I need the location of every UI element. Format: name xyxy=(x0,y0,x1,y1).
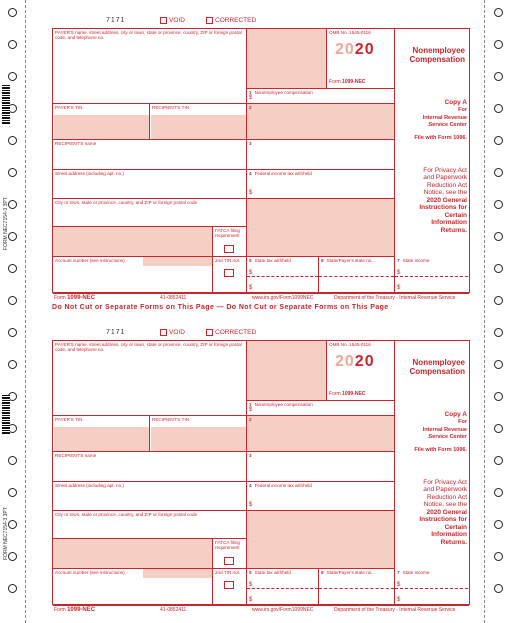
right-tractor-strip xyxy=(484,0,510,623)
tractor-hole xyxy=(8,200,17,209)
tractor-hole xyxy=(494,552,503,561)
account-shade xyxy=(143,569,212,578)
irs-url: www.irs.gov/Form1099NEC xyxy=(252,607,314,613)
omb-year-box xyxy=(327,29,395,89)
tractor-hole xyxy=(494,456,503,465)
void-checkbox[interactable]: VOID xyxy=(160,329,185,336)
irs-url: www.irs.gov/Form1099NEC xyxy=(252,295,314,301)
form-grid xyxy=(52,340,470,605)
tractor-hole xyxy=(494,72,503,81)
box-7-state-income[interactable]: 7 State income $ $ xyxy=(395,257,469,294)
box-2[interactable]: 2 xyxy=(247,416,395,452)
form-title: Nonemployee Compensation xyxy=(409,358,465,376)
street-address-field[interactable]: Street address (including apt. no.) xyxy=(53,170,247,199)
corrected-checkbox[interactable]: CORRECTED xyxy=(206,17,256,24)
box-4-federal-tax[interactable]: 4 Federal income tax withheld $ xyxy=(247,482,395,511)
form-1099-nec-bottom: 7171 VOID CORRECTED PAYER'S name, street address, city or town, state or province, country, ZIP or foreign postal code, and telephone no. OMB No. 1545-0116 2020 Form 1099-NEC Nonemployee Compensation 1 Nonemployee compensation $ PAYER'S TIN RECIPIENT'S TIN 2 RECIPIENT'S name 3 Street address (including apt. no.) 4 Federal income tax withheld $ City or town, state or province, country, and ZIP or foreign postal code FATCA filing requirement Account number (see instructions) 2nd TIN not. 5 State tax withheld $ $ 6 State/Payer's state no. 7 State income $ $ Copy A For Internal Revenue Service Center File with Form 1096. For Privacy Act and Paperwork Reduction Act Notice, see the 2020 General Instructions for Certain Information Returns. Form 1099-NEC 41-0852411 www.irs.gov/Form1099NEC Department of the Treasury - Internal Revenue Service xyxy=(52,328,470,623)
tractor-hole xyxy=(494,168,503,177)
cat-number: 41-0852411 xyxy=(160,295,187,301)
tractor-hole xyxy=(494,296,503,305)
second-tin-checkbox[interactable] xyxy=(224,269,234,277)
left-tractor-strip xyxy=(0,0,26,623)
city-state-zip-field[interactable]: City or town, state or province, country, and ZIP or foreign postal code xyxy=(53,511,247,539)
form-id: Form 1099-NEC xyxy=(329,79,366,86)
payer-tin-field[interactable]: PAYER'S TIN xyxy=(53,416,150,452)
form-top-bar xyxy=(52,16,470,28)
payer-name-field[interactable]: PAYER'S name, street address, city or town, state or province, country, ZIP or foreign postal code, and telephone no. xyxy=(53,341,247,416)
account-number-field[interactable]: Account number (see instructions) xyxy=(53,569,213,606)
omb-year-box xyxy=(327,341,395,401)
second-tin-checkbox[interactable] xyxy=(224,581,234,589)
tractor-hole xyxy=(8,328,17,337)
box-5-state-tax[interactable]: 5 State tax withheld $ $ xyxy=(247,257,319,294)
recipient-name-field[interactable]: RECIPIENT'S name xyxy=(53,140,247,170)
tractor-hole xyxy=(8,296,17,305)
box-3[interactable]: 3 xyxy=(247,452,395,482)
recipient-tin-field[interactable]: RECIPIENT'S TIN xyxy=(150,104,247,140)
shaded-area xyxy=(53,539,213,569)
fatca-checkbox[interactable] xyxy=(224,245,234,253)
box-shaded-right xyxy=(247,199,395,257)
tractor-hole xyxy=(494,264,503,273)
tractor-hole xyxy=(8,520,17,529)
privacy-notice: For Privacy Act and Paperwork Reduction Act Notice, see the 2020 General Instructions for Certain Information Returns. xyxy=(419,479,467,546)
void-checkbox[interactable]: VOID xyxy=(160,17,185,24)
tractor-hole xyxy=(494,40,503,49)
barcode xyxy=(2,85,10,125)
tractor-hole xyxy=(494,232,503,241)
box-shaded-right xyxy=(247,511,395,569)
tractor-hole xyxy=(8,168,17,177)
copy-a-panel xyxy=(395,89,469,257)
tractor-hole xyxy=(494,520,503,529)
tax-year: 2020 xyxy=(335,353,375,370)
fatca-checkbox[interactable] xyxy=(224,557,234,565)
box-2[interactable]: 2 xyxy=(247,104,395,140)
dept-treasury: Department of the Treasury - Internal Revenue Service xyxy=(334,295,456,301)
side-form-code: FORM NEC7154-3 3PT xyxy=(3,197,9,250)
omb-number: OMB No. 1545-0116 xyxy=(329,30,371,35)
tractor-hole xyxy=(8,72,17,81)
dept-treasury: Department of the Treasury - Internal Revenue Service xyxy=(334,607,456,613)
tractor-hole xyxy=(494,392,503,401)
tractor-hole xyxy=(8,40,17,49)
tax-year: 2020 xyxy=(335,41,375,58)
copy-a-info: Copy A For Internal Revenue Service Center File with Form 1096. xyxy=(414,411,467,453)
box-6-state-no[interactable]: 6 State/Payer's state no. xyxy=(319,569,395,606)
box-4-federal-tax[interactable]: 4 Federal income tax withheld $ xyxy=(247,170,395,199)
copy-a-info: Copy A For Internal Revenue Service Center File with Form 1096. xyxy=(414,99,467,141)
tractor-hole xyxy=(494,104,503,113)
payer-tin-shade xyxy=(54,427,149,451)
fatca-box[interactable]: FATCA filing requirement xyxy=(213,227,247,257)
do-not-cut-warning: Do Not Cut or Separate Forms on This Page — Do Not Cut or Separate Forms on This Page xyxy=(52,304,389,311)
payer-name-field[interactable]: PAYER'S name, street address, city or town, state or province, country, ZIP or foreign postal code, and telephone no. xyxy=(53,29,247,104)
tractor-hole xyxy=(8,232,17,241)
box-7-state-income[interactable]: 7 State income $ $ xyxy=(395,569,469,606)
city-state-zip-field[interactable]: City or town, state or province, country, and ZIP or foreign postal code xyxy=(53,199,247,227)
tractor-hole xyxy=(494,424,503,433)
tractor-hole xyxy=(494,328,503,337)
form-title: Nonemployee Compensation xyxy=(409,46,465,64)
cat-number: 41-0852411 xyxy=(160,607,187,613)
tractor-hole xyxy=(8,136,17,145)
box-1-shaded xyxy=(247,341,327,401)
recipient-tin-field[interactable]: RECIPIENT'S TIN xyxy=(150,416,247,452)
form-id: Form 1099-NEC xyxy=(329,391,366,398)
tractor-hole xyxy=(8,360,17,369)
tractor-hole xyxy=(494,360,503,369)
barcode xyxy=(2,395,10,435)
payer-tin-shade xyxy=(54,115,149,139)
tractor-hole xyxy=(8,456,17,465)
form-top-bar xyxy=(52,328,470,340)
control-number: 7171 xyxy=(106,329,126,336)
control-number: 7171 xyxy=(106,17,126,24)
recipient-tin-shade xyxy=(151,115,246,139)
payer-tin-field[interactable]: PAYER'S TIN xyxy=(53,104,150,140)
box-1-nonemployee-comp[interactable]: 1 Nonemployee compensation $ xyxy=(247,89,395,104)
box-3[interactable]: 3 xyxy=(247,140,395,170)
tractor-hole xyxy=(8,488,17,497)
box-1-shaded xyxy=(247,29,327,89)
side-form-code: FORM NEC7154-3 3PT xyxy=(3,507,9,560)
copy-a-panel xyxy=(395,401,469,569)
box-1-nonemployee-comp[interactable]: 1 Nonemployee compensation $ xyxy=(247,401,395,416)
tractor-hole xyxy=(8,552,17,561)
tractor-hole xyxy=(494,200,503,209)
tractor-hole xyxy=(494,8,503,17)
privacy-notice: For Privacy Act and Paperwork Reduction Act Notice, see the 2020 General Instructions for Certain Information Returns. xyxy=(419,167,467,234)
form-grid xyxy=(52,28,470,293)
account-shade xyxy=(143,257,212,266)
tractor-hole xyxy=(8,584,17,593)
second-tin-box[interactable]: 2nd TIN not. xyxy=(213,569,247,606)
corrected-checkbox[interactable]: CORRECTED xyxy=(206,329,256,336)
box-5-state-tax[interactable]: 5 State tax withheld $ $ xyxy=(247,569,319,606)
omb-number: OMB No. 1545-0116 xyxy=(329,342,371,347)
form-1099-nec-top: 7171 VOID CORRECTED PAYER'S name, street address, city or town, state or province, country, ZIP or foreign postal code, and telephone no. OMB No. 1545-0116 2020 Form 1099-NEC Nonemployee Compensation 1 Nonemployee compensation $ PAYER'S TIN RECIPIENT'S TIN 2 RECIPIENT'S name 3 Street address (including apt. no.) 4 Federal income tax withheld $ City or town, state or province, country, and ZIP or foreign postal code FATCA filing requirement Account number (see instructions) 2nd TIN not. 5 State tax withheld $ $ 6 State/Payer's state no. 7 State income $ $ Copy A For Internal Revenue Service Center File with Form 1096. For Privacy Act and Paperwork Reduction Act Notice, see the 2020 General Instructions for Certain Information Returns. Form 1099-NEC 41-0852411 www.irs.gov/Form1099NEC Department of the Treasury - Internal Revenue Service Do Not Cut or Separate Forms on This Page — Do Not Cut or Separate Forms on This Page xyxy=(52,16,470,316)
box-6-state-no[interactable]: 6 State/Payer's state no. xyxy=(319,257,395,294)
fatca-box[interactable]: FATCA filing requirement xyxy=(213,539,247,569)
tractor-hole xyxy=(8,8,17,17)
account-number-field[interactable]: Account number (see instructions) xyxy=(53,257,213,294)
recipient-name-field[interactable]: RECIPIENT'S name xyxy=(53,452,247,482)
second-tin-box[interactable]: 2nd TIN not. xyxy=(213,257,247,294)
shaded-area xyxy=(53,227,213,257)
recipient-tin-shade xyxy=(151,427,246,451)
tractor-hole xyxy=(494,136,503,145)
tractor-hole xyxy=(8,264,17,273)
street-address-field[interactable]: Street address (including apt. no.) xyxy=(53,482,247,511)
tractor-hole xyxy=(494,584,503,593)
tractor-hole xyxy=(494,488,503,497)
